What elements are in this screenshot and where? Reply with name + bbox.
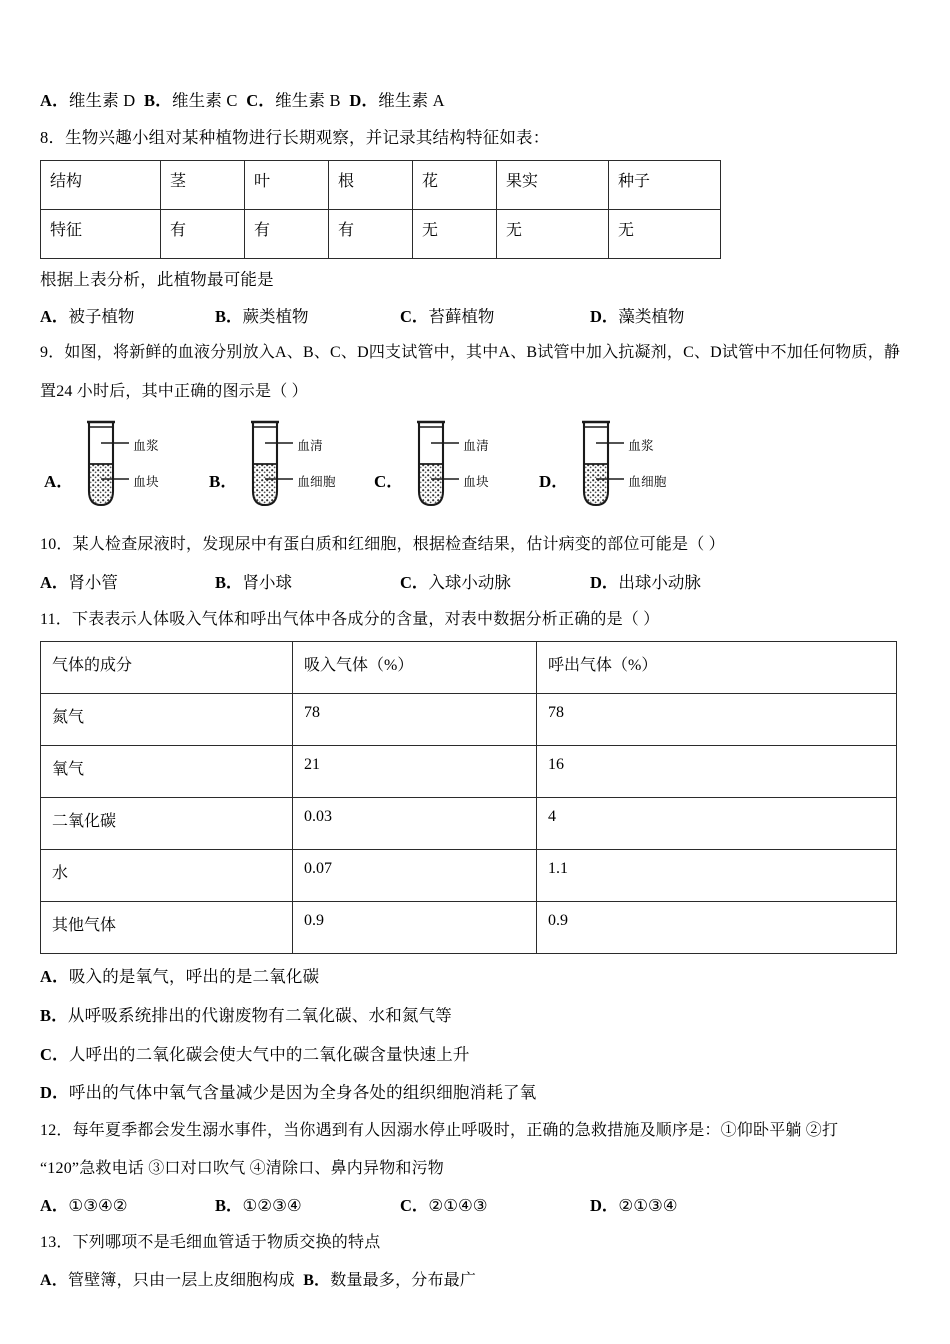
q12-option-d-text: ②①③④ <box>618 1196 678 1216</box>
q9-figure-d <box>539 419 704 511</box>
q10-option-c-text: 入球小动脉 <box>428 572 511 592</box>
q8-option-c-text: 苔藓植物 <box>428 306 495 326</box>
q8-option-c-label: C． <box>400 306 429 326</box>
q12-option-b <box>215 1194 400 1219</box>
q10-option-a-label: A． <box>40 572 69 592</box>
table-header-row <box>41 642 897 694</box>
table-cell: 种子 <box>609 161 721 210</box>
table-cell: 1.1 <box>537 850 897 902</box>
q11-option-c-label: C． <box>40 1044 69 1064</box>
q8-plant-structure-table <box>40 160 721 259</box>
table-row <box>41 161 721 210</box>
table-cell: 78 <box>537 694 897 746</box>
q12-options <box>40 1194 910 1219</box>
q10-option-d-label: D． <box>590 572 619 592</box>
table-header-cell: 气体的成分 <box>41 642 293 694</box>
table-cell: 有 <box>329 210 413 259</box>
page-content <box>40 88 910 1305</box>
q10-option-c <box>400 571 590 596</box>
q8-option-d <box>590 305 684 330</box>
q7-option-c-label: C． <box>246 91 276 110</box>
q9-figure-a-top-caption: 血浆 <box>133 439 159 454</box>
q11-gas-composition-table <box>40 641 897 954</box>
q7-option-b-label: B． <box>144 91 172 110</box>
q9-stem-line2: 置24 小时后，其中正确的图示是（ ） <box>40 383 308 401</box>
q9-figure-b-top-caption: 血清 <box>297 439 323 454</box>
q9-figure-d-top-caption: 血浆 <box>628 439 654 454</box>
table-row <box>41 746 897 798</box>
q8-option-a <box>40 305 215 330</box>
q9-figure-c-label: C． <box>374 471 404 491</box>
q10-option-b <box>215 571 400 596</box>
q13-option-b-text: 数量最多，分布最广 <box>330 1271 477 1289</box>
q11-option-a <box>40 964 910 990</box>
q9-figure-b-bottom-caption: 血细胞 <box>297 475 336 490</box>
table-cell: 二氧化碳 <box>41 798 293 850</box>
q11-options <box>40 964 910 1105</box>
q12-option-c <box>400 1194 590 1219</box>
table-cell: 氧气 <box>41 746 293 798</box>
q9-figure-b <box>209 419 374 511</box>
q9-figure-group <box>40 419 910 511</box>
table-cell: 0.9 <box>537 902 897 954</box>
q12-option-c-text: ②①④③ <box>428 1196 488 1216</box>
q12-option-a-text: ①③④② <box>68 1196 128 1216</box>
q13-option-a-text: 管壁簿，只由一层上皮细胞构成 <box>67 1271 295 1289</box>
table-cell: 氮气 <box>41 694 293 746</box>
q11-option-c-text: 人呼出的二氧化碳会使大气中的二氧化碳含量快速上升 <box>68 1044 470 1064</box>
table-row <box>41 902 897 954</box>
q7-option-a-text: 维生素 D <box>68 91 136 110</box>
q10-option-b-text: 肾小球 <box>242 572 293 592</box>
table-header-cell: 呼出气体（%） <box>537 642 897 694</box>
q7-option-d-label: D． <box>349 91 379 110</box>
table-cell: 4 <box>537 798 897 850</box>
table-cell: 茎 <box>161 161 245 210</box>
q13-option-b-label: B． <box>303 1271 331 1289</box>
q7-options-line <box>40 88 910 114</box>
q8-option-b-text: 蕨类植物 <box>242 306 309 326</box>
q11-option-d-label: D． <box>40 1083 69 1103</box>
table-row <box>41 210 721 259</box>
q13-stem: 13．下列哪项不是毛细血管适于物质交换的特点 <box>40 1233 381 1251</box>
q8-option-c <box>400 305 590 330</box>
table-cell: 无 <box>497 210 609 259</box>
q10-option-a-text: 肾小管 <box>68 572 118 592</box>
table-cell: 根 <box>329 161 413 210</box>
table-cell: 叶 <box>245 161 329 210</box>
q8-option-a-text: 被子植物 <box>68 306 135 326</box>
q8-sub-stem: 根据上表分析，此植物最可能是 <box>40 270 274 290</box>
q7-option-c-text: 维生素 B <box>275 91 341 110</box>
q10-option-b-label: B． <box>215 572 243 592</box>
q13-option-a-label: A． <box>40 1271 68 1289</box>
q9-figure-a <box>44 419 209 511</box>
q11-stem: 11．下表表示人体吸入气体和呼出气体中各成分的含量，对表中数据分析正确的是（ ） <box>40 610 660 628</box>
q7-option-d-text: 维生素 A <box>378 91 445 110</box>
q11-option-d-text: 呼出的气体中氧气含量减少是因为全身各处的组织细胞消耗了氧 <box>68 1083 537 1103</box>
table-cell: 无 <box>413 210 497 259</box>
q9-stem-line1: 9．如图，将新鲜的血液分别放入A、B、C、D四支试管中，其中A、B试管中加入抗凝剂，C、D试管中不加任何物质，静 <box>40 344 901 362</box>
q12-stem-line2: “120”急救电话 ③口对口吹气 ④清除口、鼻内异物和污物 <box>40 1160 445 1178</box>
table-cell: 0.9 <box>293 902 537 954</box>
q9-figure-c-top-caption: 血清 <box>463 439 489 454</box>
q10-option-d <box>590 571 701 596</box>
q8-option-d-label: D． <box>590 306 619 326</box>
q9-figure-d-bottom-caption: 血细胞 <box>628 475 667 490</box>
q7-option-a-label: A． <box>40 91 69 110</box>
q10-option-d-text: 出球小动脉 <box>618 572 701 592</box>
q9-figure-d-label: D． <box>539 471 569 491</box>
table-cell: 21 <box>293 746 537 798</box>
q10-option-a <box>40 571 215 596</box>
q8-option-b <box>215 305 400 330</box>
test-tube-icon <box>241 419 361 511</box>
q12-option-a-label: A． <box>40 1196 69 1216</box>
q11-option-b-text: 从呼吸系统排出的代谢废物有二氧化碳、水和氮气等 <box>67 1005 453 1025</box>
table-row <box>41 798 897 850</box>
q11-option-b <box>40 1003 910 1029</box>
table-cell: 水 <box>41 850 293 902</box>
q7-option-b-text: 维生素 C <box>171 91 238 110</box>
table-cell: 0.07 <box>293 850 537 902</box>
q11-option-c <box>40 1042 910 1068</box>
q10-option-c-label: C． <box>400 572 429 592</box>
q8-option-d-text: 藻类植物 <box>618 306 685 326</box>
test-tube-icon <box>407 419 527 511</box>
q9-figure-a-bottom-caption: 血块 <box>133 475 159 490</box>
table-cell: 16 <box>537 746 897 798</box>
table-cell: 0.03 <box>293 798 537 850</box>
q11-option-a-text: 吸入的是氧气，呼出的是二氧化碳 <box>68 967 320 987</box>
table-cell: 果实 <box>497 161 609 210</box>
table-cell: 有 <box>161 210 245 259</box>
q12-option-a <box>40 1194 215 1219</box>
q10-stem: 10．某人检查尿液时，发现尿中有蛋白质和红细胞，根据检查结果，估计病变的部位可能是（ ） <box>40 536 725 554</box>
table-cell: 78 <box>293 694 537 746</box>
q12-option-d-label: D． <box>590 1196 619 1216</box>
test-tube-icon <box>77 419 197 511</box>
q8-options <box>40 305 910 330</box>
q12-option-b-label: B． <box>215 1196 243 1216</box>
test-tube-icon <box>572 419 692 511</box>
q11-option-d <box>40 1080 910 1106</box>
table-cell: 其他气体 <box>41 902 293 954</box>
q8-option-b-label: B． <box>215 306 243 326</box>
q13-options <box>40 1269 910 1294</box>
q11-option-a-label: A． <box>40 967 69 987</box>
q8-option-a-label: A． <box>40 306 69 326</box>
q8-stem: 8．生物兴趣小组对某种植物进行长期观察，并记录其结构特征如表： <box>40 127 550 147</box>
q11-option-b-label: B． <box>40 1005 68 1025</box>
table-row <box>41 694 897 746</box>
q9-figure-c-bottom-caption: 血块 <box>463 475 489 490</box>
table-cell: 有 <box>245 210 329 259</box>
q9-figure-a-label: A． <box>44 471 74 491</box>
table-row <box>41 850 897 902</box>
q12-option-d <box>590 1194 678 1219</box>
table-cell: 无 <box>609 210 721 259</box>
table-cell: 花 <box>413 161 497 210</box>
q9-figure-b-label: B． <box>209 471 238 491</box>
q12-option-c-label: C． <box>400 1196 429 1216</box>
table-cell: 特征 <box>41 210 161 259</box>
q12-option-b-text: ①②③④ <box>242 1196 302 1216</box>
q12-stem-line1: 12．每年夏季都会发生溺水事件，当你遇到有人因溺水停止呼吸时，正确的急救措施及顺序是：①仰卧平躺 ②打 <box>40 1121 839 1139</box>
q9-figure-c <box>374 419 539 511</box>
q10-options <box>40 571 910 596</box>
table-cell: 结构 <box>41 161 161 210</box>
table-header-cell: 吸入气体（%） <box>293 642 537 694</box>
